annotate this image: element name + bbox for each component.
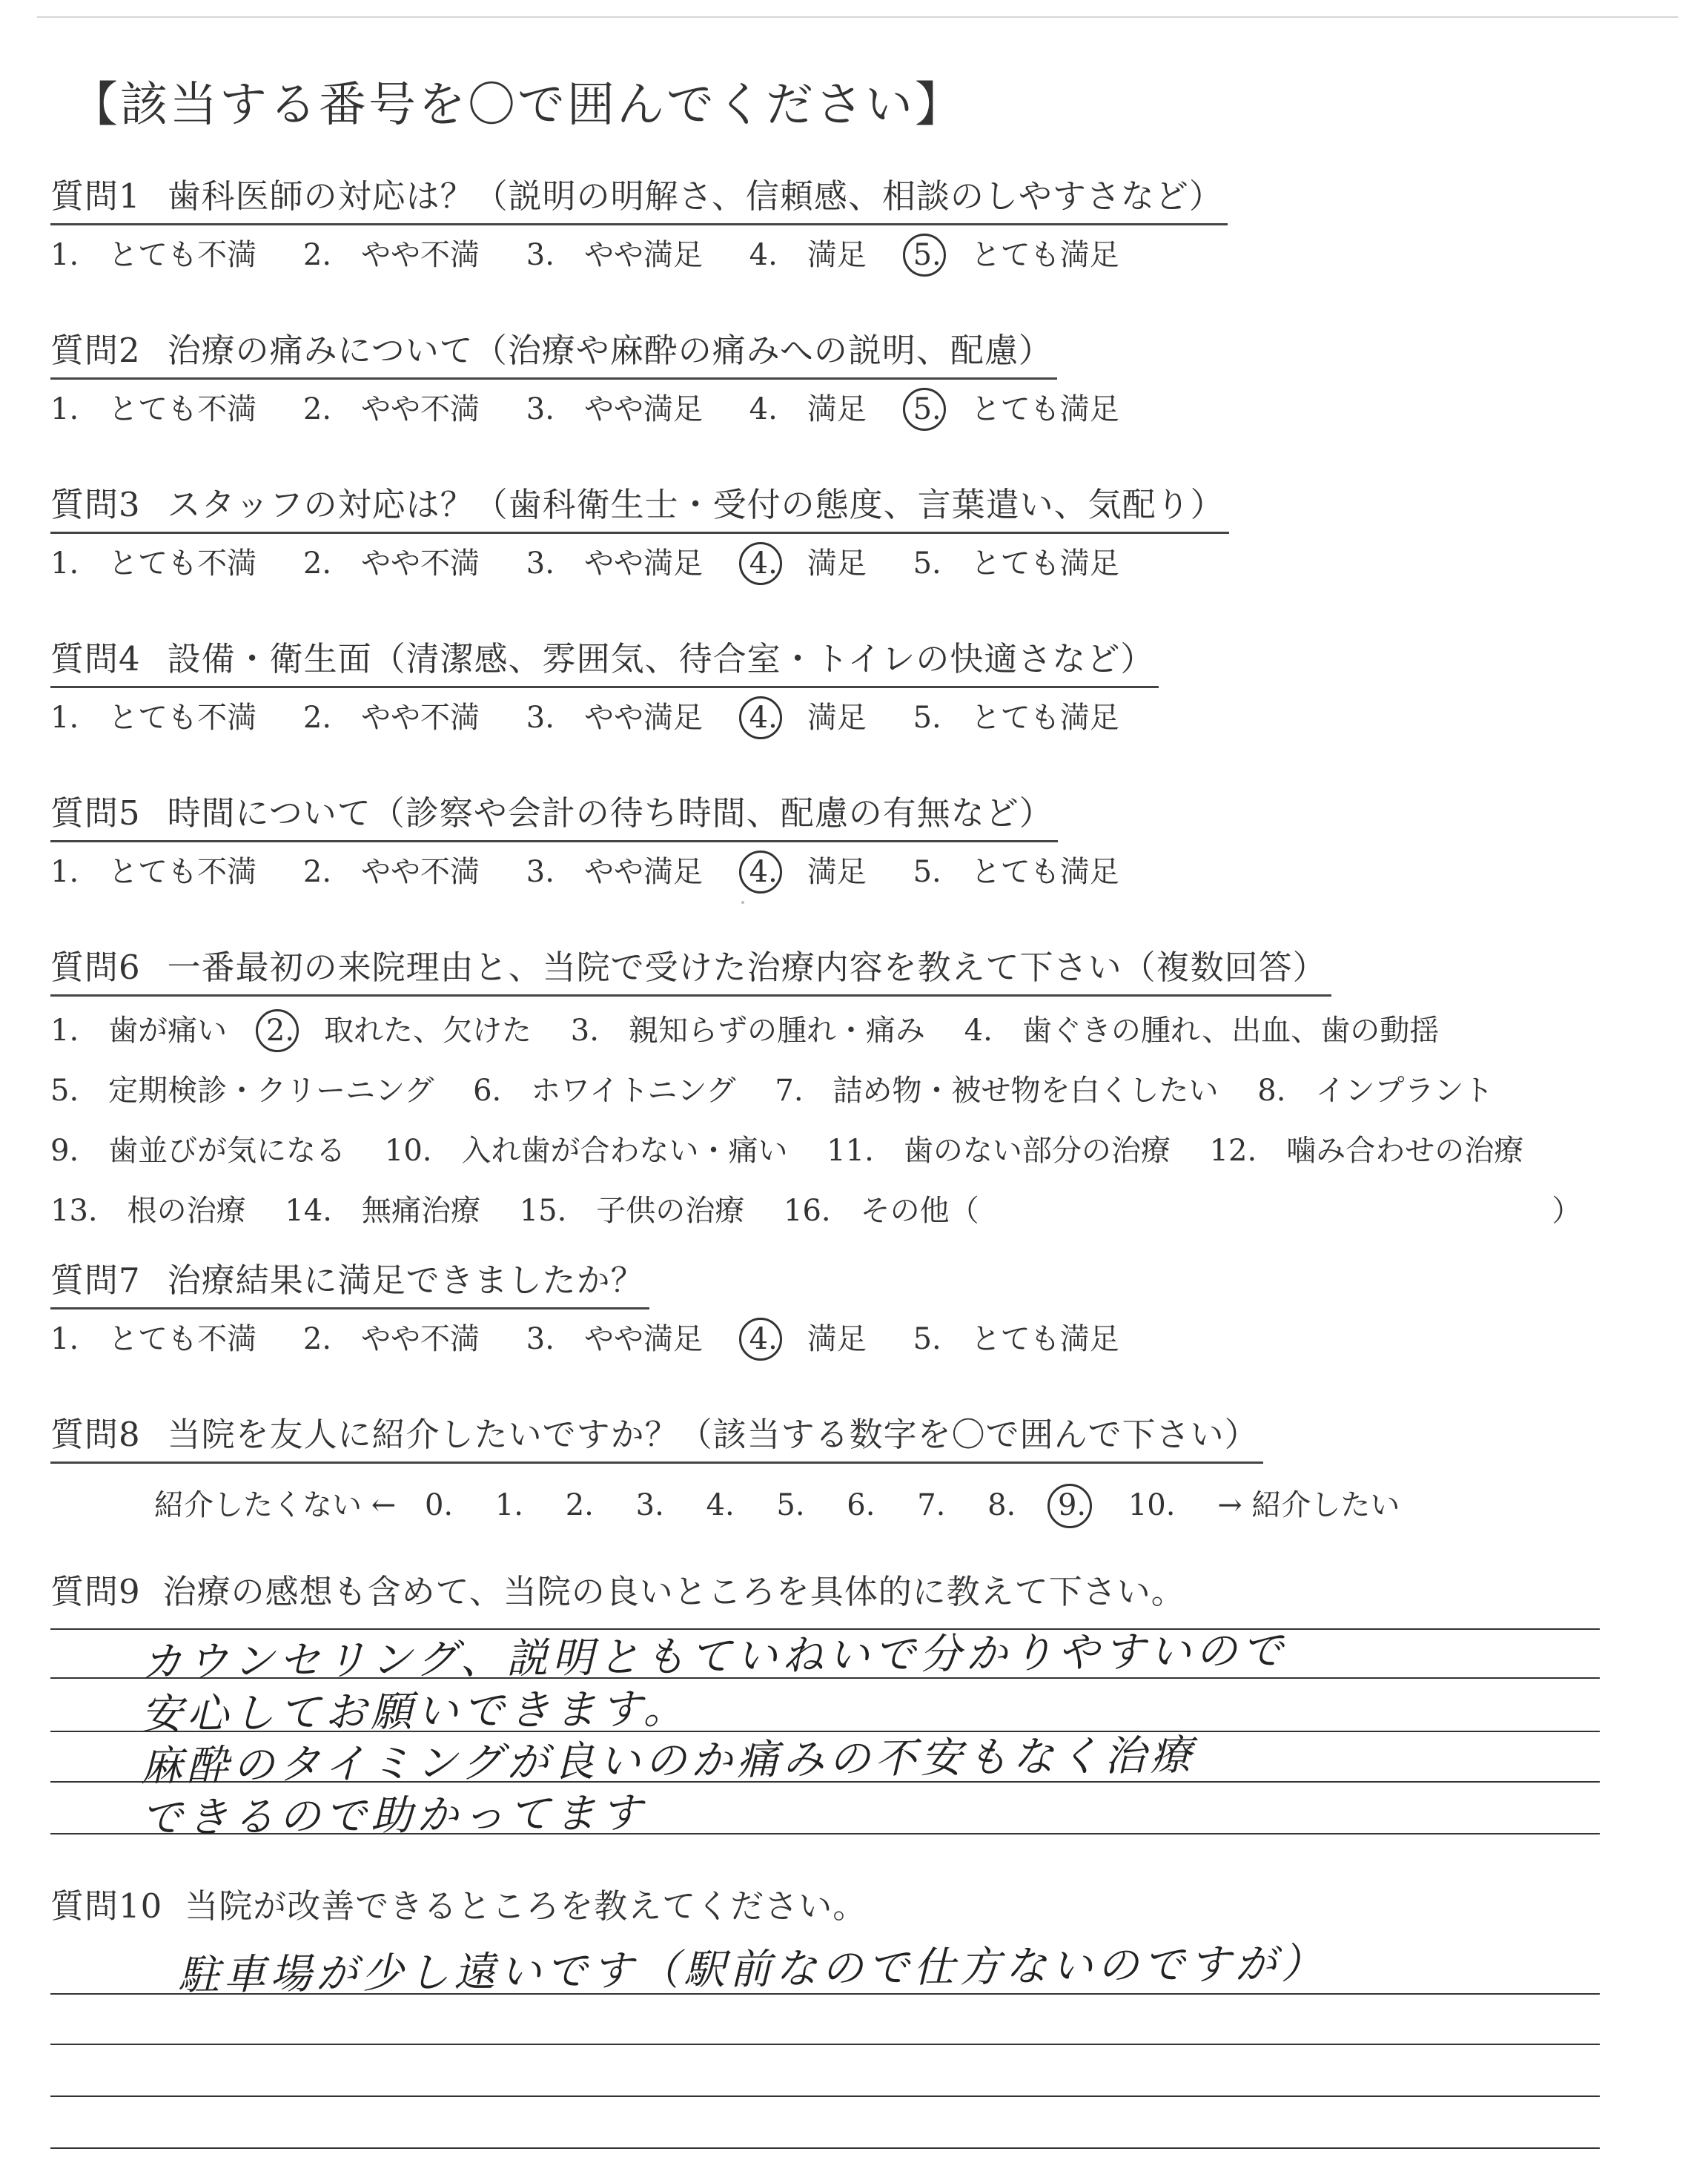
question-number: 質問3 <box>50 485 141 524</box>
handwritten-answer-line: 麻酔のタイミングが良いのか痛みの不安もなく治療 <box>140 1731 1197 1791</box>
question-6 <box>50 940 1581 1229</box>
question-3 <box>50 478 1229 582</box>
scale-left-label: 紹介したくない ← <box>154 1488 397 1522</box>
scale-3[interactable]: 3. <box>635 1488 664 1522</box>
option-1[interactable]: 1. とても不満 <box>50 392 257 426</box>
question-2 <box>50 323 1156 428</box>
q6-option-row-4 <box>50 1187 1581 1229</box>
question-heading <box>50 478 1229 534</box>
question-heading <box>50 632 1159 688</box>
question-heading <box>50 940 1331 997</box>
option-2[interactable]: 2. やや不満 <box>302 1322 480 1356</box>
option-1[interactable]: 1. とても不満 <box>50 238 257 272</box>
option-4-label: 4. 満足 <box>749 1322 867 1356</box>
option-5[interactable]: 5. とても満足 <box>913 1322 1119 1356</box>
rating-options <box>50 540 1229 582</box>
question-heading <box>50 169 1228 225</box>
option-5[interactable]: 5. とても満足 <box>913 855 1119 889</box>
scale-9-circled[interactable]: 9. <box>1057 1488 1087 1522</box>
q6-option-11[interactable]: 11. 歯のない部分の治療 <box>827 1134 1171 1168</box>
question-text: 当院が改善できるところを教えてください。 <box>185 1886 867 1926</box>
q6-option-12[interactable]: 12. 噛み合わせの治療 <box>1209 1134 1524 1168</box>
q6-option-16-other[interactable]: 16. その他（ <box>784 1194 979 1228</box>
question-text: スタッフの対応は？（歯科衛生士・受付の態度、言葉遣い、気配り） <box>167 485 1225 524</box>
answer-line <box>50 2095 1600 2097</box>
scan-speck <box>741 901 744 904</box>
option-1[interactable]: 1. とても不満 <box>50 855 257 889</box>
question-number: 質問2 <box>50 331 141 370</box>
option-3[interactable]: 3. やや満足 <box>526 392 703 426</box>
q6-option-15[interactable]: 15. 子供の治療 <box>519 1194 745 1228</box>
option-3[interactable]: 3. やや満足 <box>526 238 703 272</box>
option-5[interactable]: 5. とても満足 <box>913 701 1119 735</box>
question-1 <box>50 169 1228 274</box>
q6-option-5[interactable]: 5. 定期検診・クリーニング <box>50 1074 434 1108</box>
option-2[interactable]: 2. やや不満 <box>302 238 480 272</box>
handwritten-answer-line: 駐車場が少し遠いです（駅前なので仕方ないのですが） <box>177 1939 1328 2000</box>
question-text: 治療の感想も含めて、当院の良いところを具体的に教えて下さい。 <box>162 1572 1185 1611</box>
q6-option-4[interactable]: 4. 歯ぐきの腫れ、出血、歯の動揺 <box>964 1014 1440 1048</box>
option-2[interactable]: 2. やや不満 <box>302 701 480 735</box>
handwritten-answer-line: カウンセリング、説明ともていねいで分かりやすいので <box>140 1626 1288 1687</box>
question-number: 質問5 <box>50 793 141 833</box>
option-2[interactable]: 2. やや不満 <box>302 392 480 426</box>
q6-option-row-1 <box>50 1007 1581 1049</box>
q6-option-7[interactable]: 7. 詰め物・被せ物を白くしたい <box>775 1074 1219 1108</box>
option-4-circled[interactable] <box>749 1315 867 1358</box>
q6-option-10[interactable]: 10. 入れ歯が合わない・痛い <box>384 1134 788 1168</box>
question-text: 歯科医師の対応は？（説明の明解さ、信頼感、相談のしやすさなど） <box>167 176 1223 216</box>
scale-4[interactable]: 4. <box>706 1488 735 1522</box>
scale-1[interactable]: 1. <box>494 1488 524 1522</box>
question-heading <box>50 786 1058 842</box>
option-2[interactable]: 2. やや不満 <box>302 855 480 889</box>
option-4[interactable]: 4. 満足 <box>749 238 867 272</box>
option-5-label: 5. とても満足 <box>913 392 1119 426</box>
option-3[interactable]: 3. やや満足 <box>526 855 703 889</box>
question-9-heading <box>50 1565 1185 1613</box>
question-number: 質問9 <box>50 1572 141 1611</box>
question-4 <box>50 632 1159 736</box>
option-4[interactable]: 4. 満足 <box>749 392 867 426</box>
q6-option-13[interactable]: 13. 根の治療 <box>50 1194 246 1228</box>
option-5-label: 5. とても満足 <box>913 238 1119 272</box>
answer-line <box>50 2044 1600 2045</box>
rating-options <box>50 848 1156 891</box>
question-text: 一番最初の来院理由と、当院で受けた治療内容を教えて下さい（複数回答） <box>167 948 1327 987</box>
question-text: 治療結果に満足できましたか？ <box>167 1261 645 1300</box>
option-4-circled[interactable] <box>749 540 867 582</box>
option-4-circled[interactable] <box>749 848 867 891</box>
option-4-circled[interactable] <box>749 694 867 736</box>
rating-options <box>50 231 1228 274</box>
question-text: 治療の痛みについて（治療や麻酔の痛みへの説明、配慮） <box>167 331 1053 370</box>
question-text: 設備・衛生面（清潔感、雰囲気、待合室・トイレの快適さなど） <box>167 639 1155 678</box>
answer-line <box>50 1993 1600 1995</box>
question-number: 質問6 <box>50 948 141 987</box>
question-8 <box>50 1407 1400 1524</box>
option-4-label: 4. 満足 <box>749 701 867 735</box>
q6-option-row-2 <box>50 1067 1581 1109</box>
handwritten-answer-line: できるので助かってます <box>140 1789 647 1843</box>
option-2[interactable]: 2. やや不満 <box>302 546 480 581</box>
option-4-label: 4. 満足 <box>749 546 867 581</box>
q6-other-close-paren: ） <box>1552 1194 1582 1228</box>
q6-option-1[interactable]: 1. 歯が痛い <box>50 1014 228 1048</box>
scale-0[interactable]: 0. <box>424 1488 454 1522</box>
scale-7[interactable]: 7. <box>917 1488 946 1522</box>
scale-6[interactable]: 6. <box>847 1488 875 1522</box>
q6-option-6[interactable]: 6. ホワイトニング <box>473 1074 736 1108</box>
option-3[interactable]: 3. やや満足 <box>526 546 703 581</box>
top-border-line <box>37 16 1678 18</box>
option-5[interactable]: 5. とても満足 <box>913 546 1119 581</box>
question-number: 質問4 <box>50 639 141 678</box>
q6-option-8[interactable]: 8. インプラント <box>1257 1074 1494 1108</box>
option-3[interactable]: 3. やや満足 <box>526 701 703 735</box>
rating-options <box>50 1315 1156 1358</box>
q6-option-2-label: 2. 取れた、欠けた <box>265 1014 532 1048</box>
question-10-heading <box>50 1879 867 1927</box>
option-5-circled[interactable] <box>913 386 1119 428</box>
option-4-label: 4. 満足 <box>749 855 867 889</box>
answer-line <box>50 2147 1600 2149</box>
page-title: 【該当する番号を〇で囲んでください】 <box>70 78 964 133</box>
q6-option-9[interactable]: 9. 歯並びが気になる <box>50 1134 346 1168</box>
question-number: 質問1 <box>50 176 141 216</box>
option-1[interactable]: 1. とても不満 <box>50 701 257 735</box>
question-heading <box>50 1407 1263 1464</box>
q6-option-2-circled[interactable] <box>266 1007 532 1049</box>
scale-8[interactable]: 8. <box>987 1488 1016 1522</box>
q6-option-14[interactable]: 14. 無痛治療 <box>285 1194 480 1228</box>
option-3[interactable]: 3. やや満足 <box>526 1322 703 1356</box>
scale-10[interactable]: 10. <box>1128 1488 1176 1522</box>
question-number: 質問8 <box>50 1415 141 1454</box>
scale-5[interactable]: 5. <box>776 1488 805 1522</box>
question-heading <box>50 323 1057 380</box>
rating-options <box>50 386 1156 428</box>
question-7 <box>50 1253 1156 1358</box>
scale-right-label: → 紹介したい <box>1217 1488 1400 1522</box>
option-1[interactable]: 1. とても不満 <box>50 1322 257 1356</box>
question-text: 時間について（診察や会計の待ち時間、配慮の有無など） <box>167 793 1053 833</box>
option-1[interactable]: 1. とても不満 <box>50 546 257 581</box>
handwritten-answer-line: 安心してお願いできます。 <box>140 1685 689 1739</box>
question-number: 質問7 <box>50 1261 141 1300</box>
question-number: 質問10 <box>50 1886 163 1926</box>
question-5 <box>50 786 1156 891</box>
q6-option-row-3 <box>50 1127 1581 1169</box>
option-5-circled[interactable] <box>913 231 1119 274</box>
question-heading <box>50 1253 649 1309</box>
scale-2[interactable]: 2. <box>565 1488 594 1522</box>
recommend-scale <box>50 1482 1400 1524</box>
question-text: 当院を友人に紹介したいですか？（該当する数字を〇で囲んで下さい） <box>167 1415 1259 1454</box>
rating-options <box>50 694 1159 736</box>
q6-option-3[interactable]: 3. 親知らずの腫れ・痛み <box>570 1014 925 1048</box>
